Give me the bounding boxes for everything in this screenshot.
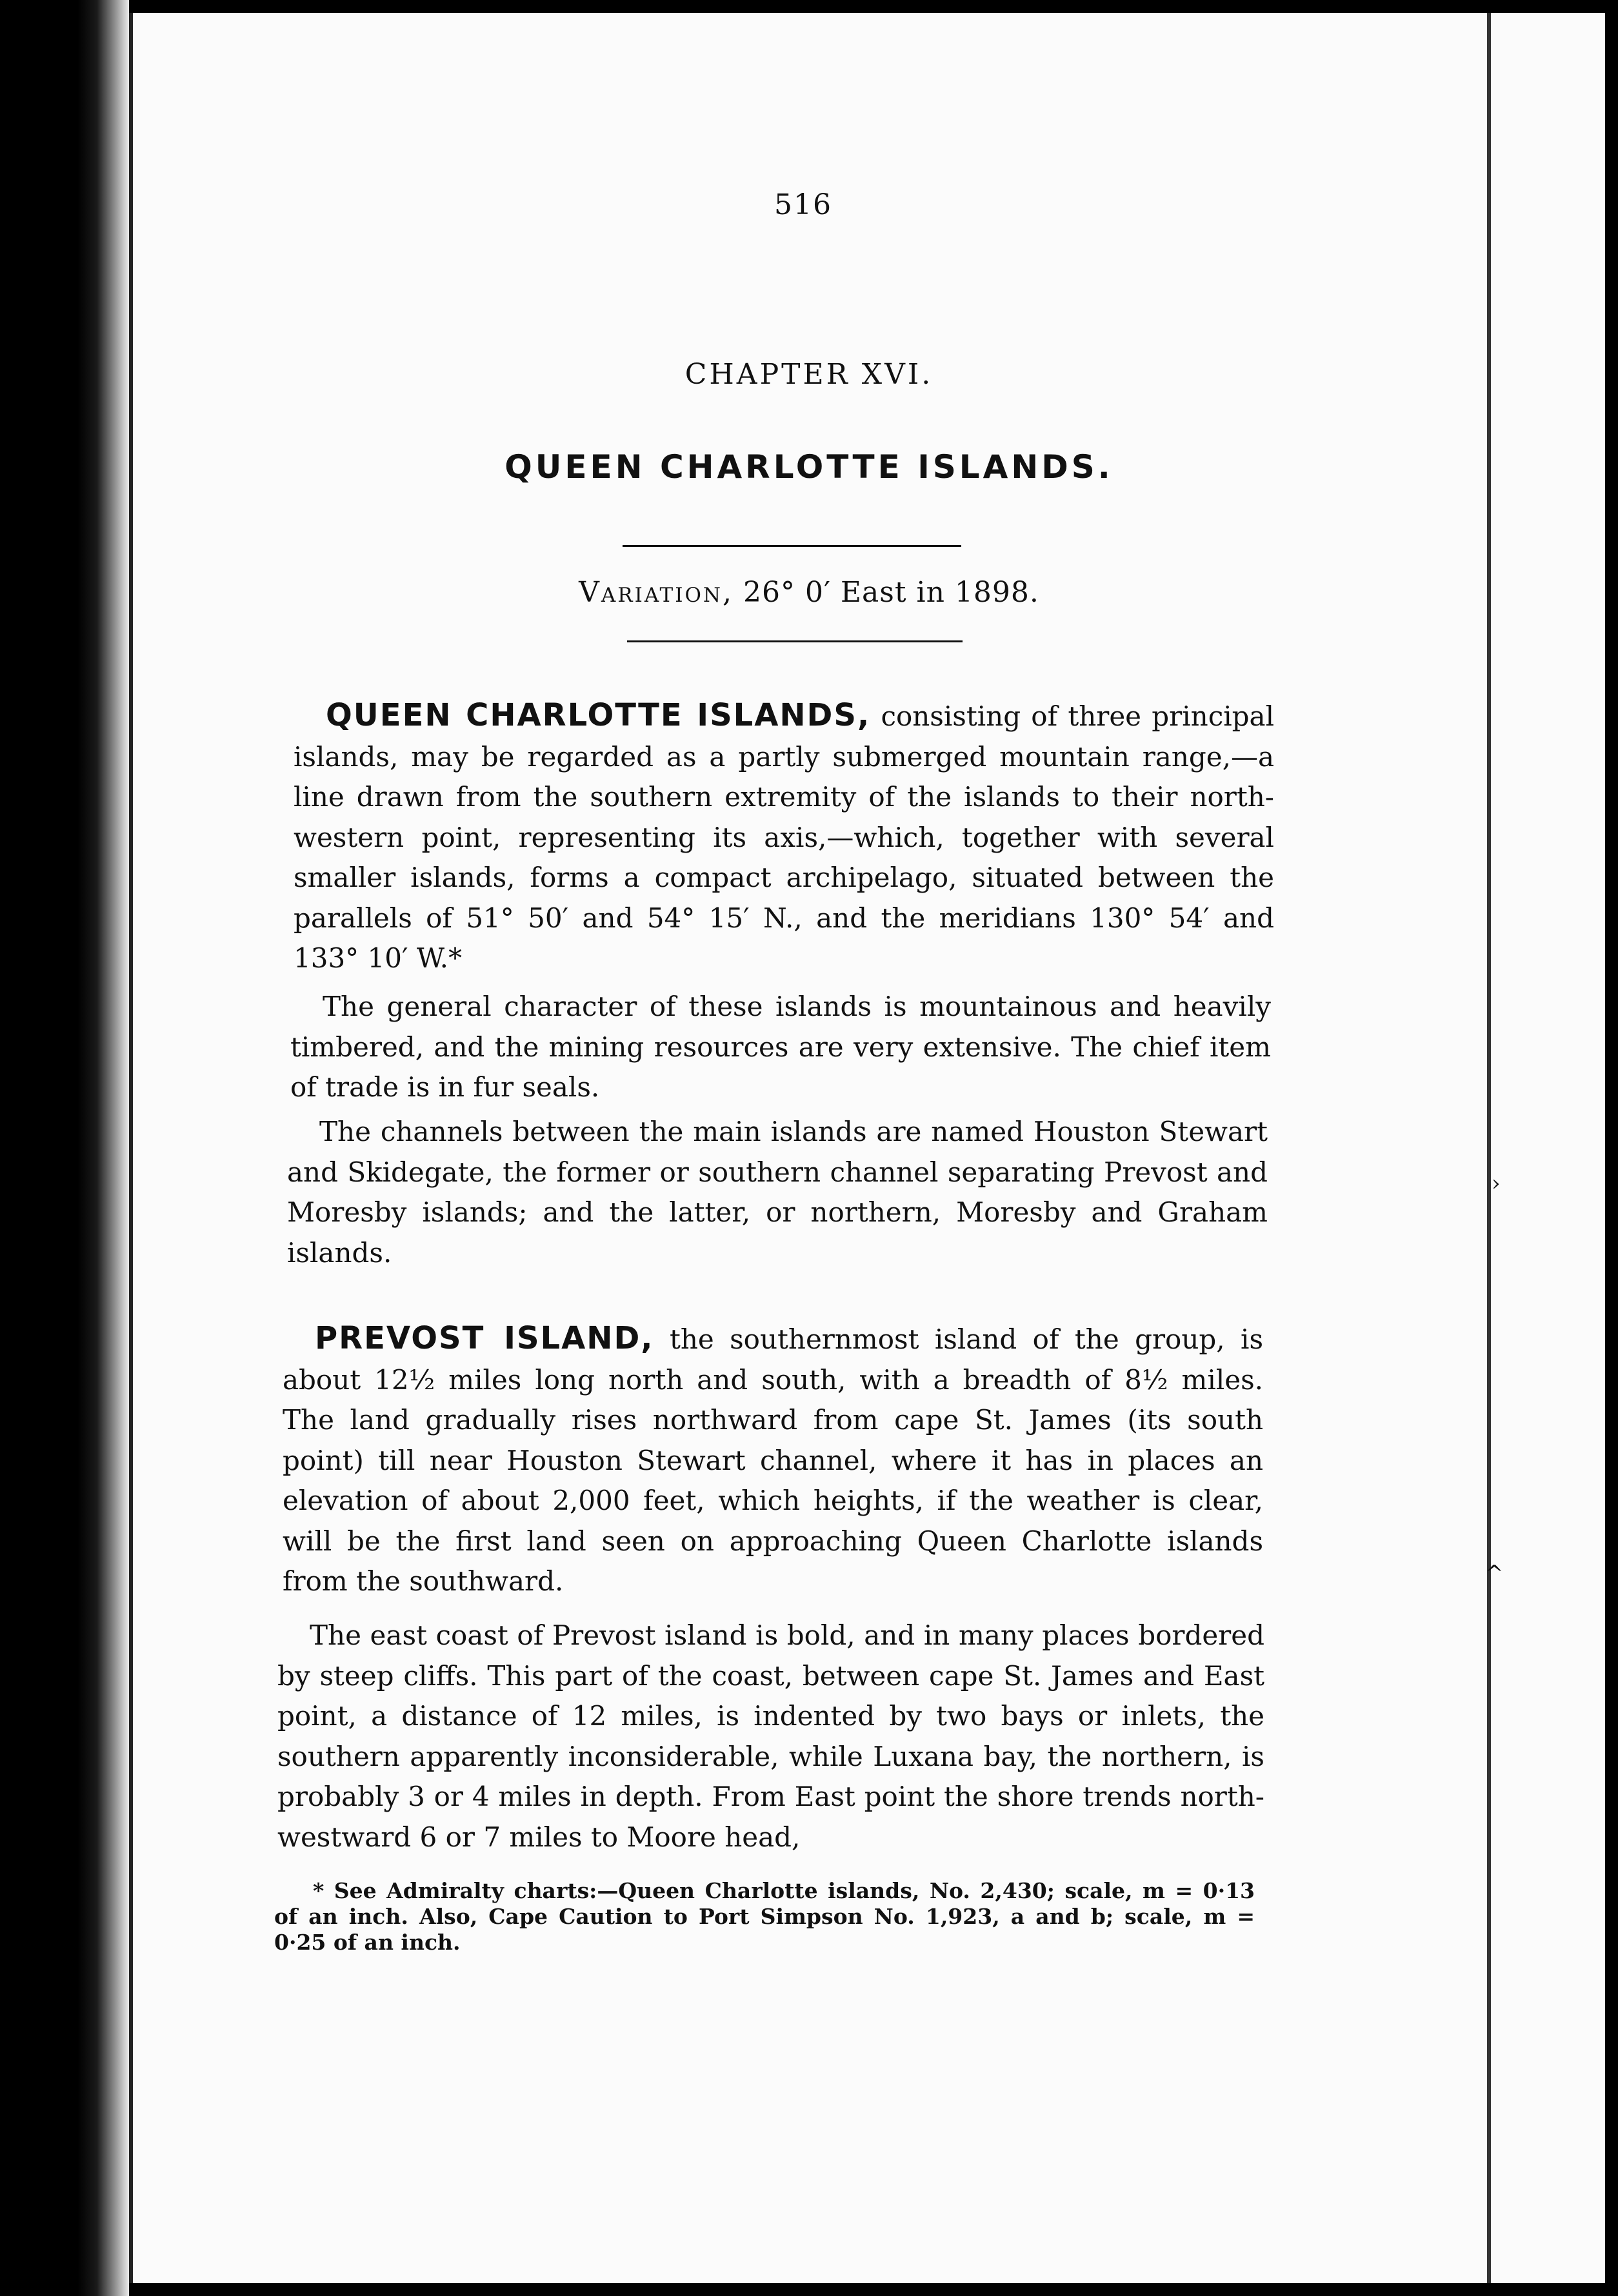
paragraph-text: the southernmost island of the group, is about 12½ miles long north and south, with a breadth of 8½ miles. The land gradually rises northward from cape St. James (its south point) till near Houston Stewart channel, where it has in places an elevation of about 2,000 feet, which heights, if the weather is clear, will be the first land seen on approaching Queen Charlotte islands from the southward. <box>283 1323 1263 1597</box>
paragraph-prevost-island <box>283 1318 1263 1602</box>
paragraph-text: The east coast of Prevost island is bold, and in many places bordered by steep cliffs. This part of the coast, between cape St. James and East point, a distance of 12 miles, is indented by two bays or inlets, the southern apparently inconsiderable, while Luxana bay, the northern, is probably 3 or 4 miles in depth. From East point the shore trends north-westward 6 or 7 miles to Moore head, <box>277 1619 1264 1853</box>
scan-right-border <box>1605 0 1618 2296</box>
paragraph-lead: PREVOST ISLAND, <box>315 1320 654 1356</box>
divider-rule-top <box>623 545 961 547</box>
variation-text: 26° 0′ East in 1898. <box>743 576 1039 609</box>
chapter-heading: CHAPTER XVI. <box>684 358 934 391</box>
divider-rule-bottom <box>627 640 963 642</box>
page-number: 516 <box>774 188 832 221</box>
paragraph-east-coast <box>277 1616 1264 1857</box>
paragraph-text: The general character of these islands is mountainous and heavily timbered, and the mining resources are very extensive. The chief item of trade is in fur seals. <box>290 991 1271 1103</box>
variation-line <box>0 576 1618 609</box>
page-right-shadow <box>1487 13 1491 2283</box>
paragraph-text: consisting of three principal islands, may be regarded as a partly submerged mountain range,—a line drawn from the southern extremity of the islands to their north-western point, representing its axis,—which, together with several smaller islands, forms a compact archipelago, situated between the parallels of 51° 50′ and 54° 15′ N., and the meridians 130° 54′ and 133° 10′ W.* <box>294 700 1275 974</box>
paragraph-lead: QUEEN CHARLOTTE ISLANDS, <box>326 697 871 733</box>
chapter-title: QUEEN CHARLOTTE ISLANDS. <box>504 448 1114 486</box>
scan-top-border <box>129 0 1613 14</box>
scan-left-border <box>0 0 129 2296</box>
margin-mark-icon: › <box>1492 1171 1501 1196</box>
paragraph-general-character <box>290 987 1271 1108</box>
paragraph-queen-charlotte <box>294 695 1274 979</box>
paragraph-channels <box>287 1112 1268 1273</box>
paragraph-text: The channels between the main islands are named Houston Stewart and Skidegate, the former or southern channel separating Prevost and Moresby islands; and the latter, or northern, Moresby and Graham islands. <box>287 1116 1268 1269</box>
margin-mark-icon: ^ <box>1485 1561 1504 1587</box>
footnote-text: * See Admiralty charts:—Queen Charlotte islands, No. 2,430; scale, m = 0·13 of an inch. Also, Cape Caution to Port Simpson No. 1,923, a and b; scale, m = 0·25 of an inch. <box>274 1878 1255 1955</box>
footnote <box>274 1878 1255 1955</box>
variation-label: Variation, <box>579 576 734 609</box>
